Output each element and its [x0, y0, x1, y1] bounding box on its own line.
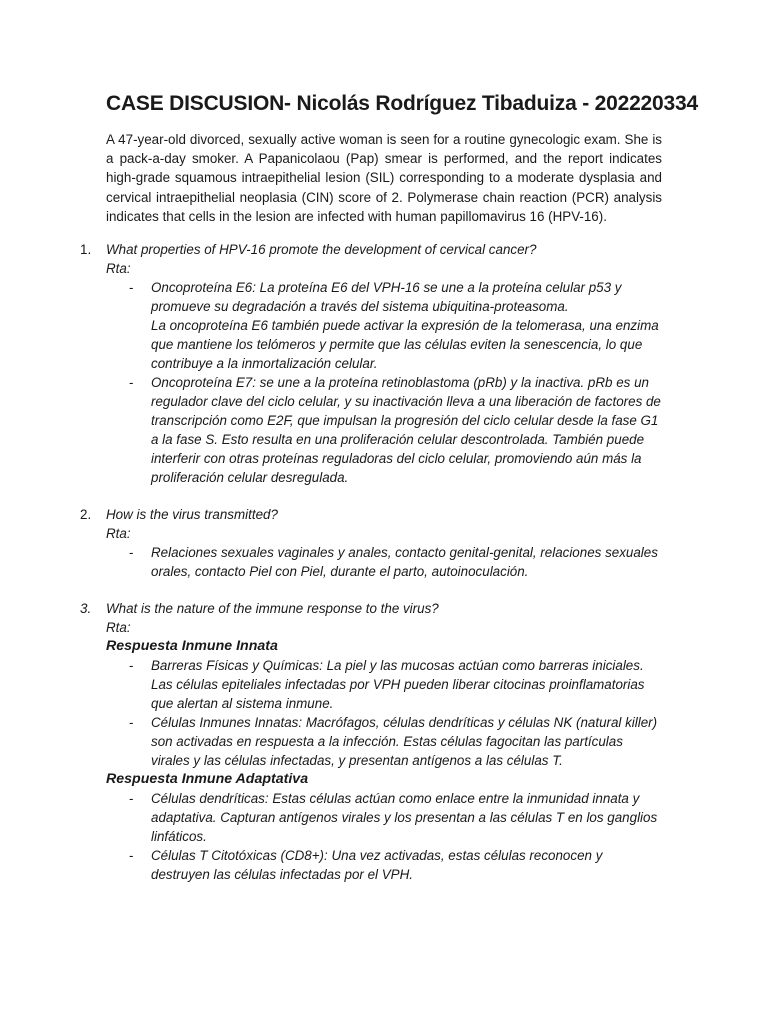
dash-bullet: -	[129, 280, 134, 296]
adaptive-response-heading: Respuesta Inmune Adaptativa	[106, 771, 309, 788]
answer-list	[106, 543, 662, 581]
list-item	[129, 278, 662, 373]
question-1	[80, 240, 662, 487]
answer-label: Rta:	[106, 620, 131, 636]
question-text: What properties of HPV-16 promote the development of cervical cancer?	[106, 242, 537, 258]
answer-label: Rta:	[106, 261, 131, 277]
spacer	[106, 487, 662, 505]
dash-bullet: -	[129, 375, 134, 391]
list-item	[129, 846, 662, 884]
list-item-text: Oncoproteína E7: se une a la proteína retinoblastoma (pRb) y la inactiva. pRb es un regulador clave del ciclo celular, y su inactivación lleva a una liberación de factores de transcripción como E2F, que impulsan la progresión del ciclo celular desde la fase G1 a la fase S. Esto resulta en una proliferación celular descontrolada. También puede interferir con otras proteínas reguladoras del ciclo celular, promoviendo aún más la proliferación celular desregulada.	[151, 375, 661, 486]
list-item-text: Oncoproteína E6: La proteína E6 del VPH-16 se une a la proteína celular p53 y promueve su degradación a través del sistema ubiquitina-proteasoma.	[151, 280, 622, 315]
answer-label: Rta:	[106, 526, 131, 542]
list-item	[129, 656, 662, 713]
dash-bullet: -	[129, 848, 134, 864]
answer-list	[106, 789, 662, 884]
answer-list	[106, 656, 662, 770]
question-2	[80, 505, 662, 581]
list-item-text: La oncoproteína E6 también puede activar la expresión de la telomerasa, una enzima que mantiene los telómeros y permite que las células eviten la senescencia, lo que contribuye a la inmortalización celular.	[151, 318, 659, 372]
list-item-text: Células T Citotóxicas (CD8+): Una vez activadas, estas células reconocen y destruyen las células infectadas por el VPH.	[151, 848, 603, 883]
dash-bullet: -	[129, 791, 134, 807]
question-number: 1.	[80, 242, 92, 258]
dash-bullet: -	[129, 658, 134, 674]
list-item	[129, 373, 662, 487]
answer-list	[106, 278, 662, 487]
document-title: CASE DISCUSION- Nicolás Rodríguez Tibaduiza - 202220334	[106, 92, 698, 115]
list-item	[129, 543, 662, 581]
question-number: 2.	[80, 507, 92, 523]
list-item-text: Relaciones sexuales vaginales y anales, contacto genital-genital, relaciones sexuales orales, contacto Piel con Piel, durante el parto, autoinoculación.	[151, 545, 658, 580]
innate-response-heading: Respuesta Inmune Innata	[106, 638, 278, 655]
case-intro-paragraph: A 47-year-old divorced, sexually active woman is seen for a routine gynecologic exam. She is a pack-a-day smoker. A Papanicolaou (Pap) smear is performed, and the report indicates high-grade squamous intraepithelial lesion (SIL) corresponding to a moderate dysplasia and cervical intraepithelial neoplasia (CIN) score of 2. Polymerase chain reaction (PCR) analysis indicates that cells in the lesion are infected with human papillomavirus 16 (HPV-16).	[106, 132, 662, 224]
list-item-text: Células Inmunes Innatas: Macrófagos, células dendríticas y células NK (natural killer) son activadas en respuesta a la infección. Estas células fagocitan las partículas virales y las células infectadas, y presentan antígenos a las células T.	[151, 715, 658, 769]
list-item-text: Barreras Físicas y Químicas: La piel y las mucosas actúan como barreras iniciales. Las células epiteliales infectadas por VPH pueden liberar citocinas proinflamatorias que alertan al sistema inmune.	[151, 658, 645, 712]
spacer	[106, 581, 662, 599]
question-3	[80, 599, 662, 884]
dash-bullet: -	[129, 545, 134, 561]
question-text: What is the nature of the immune response to the virus?	[106, 601, 439, 617]
list-item	[129, 713, 662, 770]
question-text: How is the virus transmitted?	[106, 507, 278, 523]
list-item-text: Células dendríticas: Estas células actúan como enlace entre la inmunidad innata y adaptativa. Capturan antígenos virales y los presentan a las células T en los ganglios linfáticos.	[151, 791, 658, 845]
list-item	[129, 789, 662, 846]
dash-bullet: -	[129, 715, 134, 731]
question-number: 3.	[80, 601, 92, 617]
